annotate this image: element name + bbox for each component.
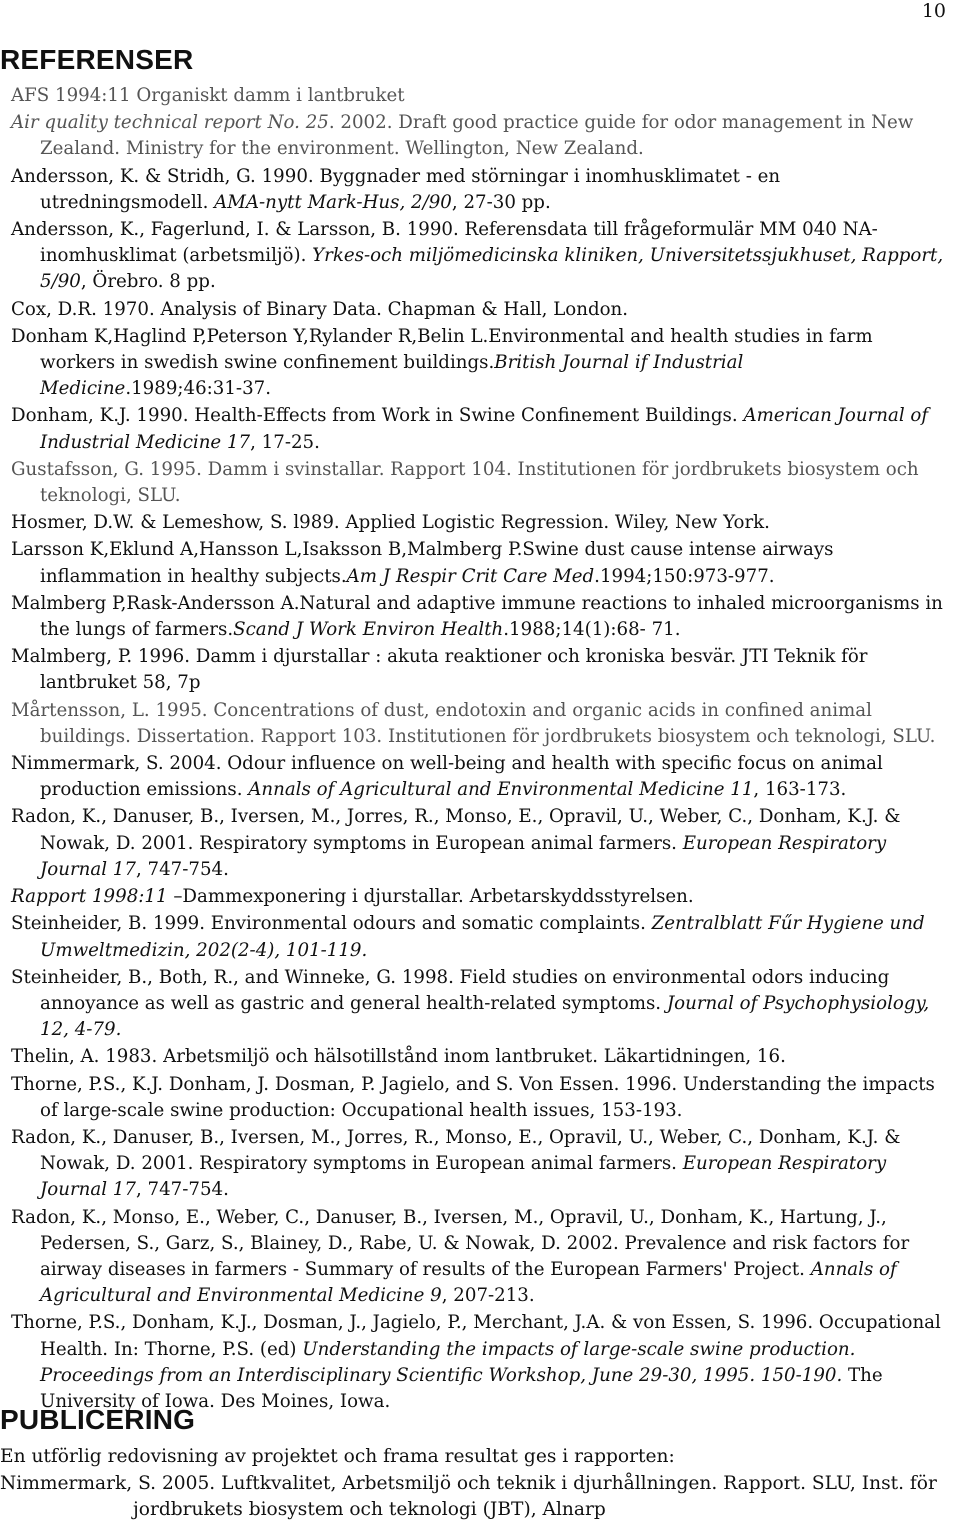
reference-text: –Dammexponering i djurstallar. Arbetarskyddsstyrelsen.: [167, 886, 694, 908]
reference-text: Donham K,Haglind P,Peterson Y,Rylander R,Belin L.Environmental and health studies in farm workers in swedish swine confinement buildings.: [11, 325, 873, 374]
reference-entry: [11, 510, 951, 536]
publicering-intro: En utförlig redovisning av projektet och frama resultat ges i rapporten:: [0, 1446, 675, 1467]
reference-italic-text: Rapport 1998:11: [11, 886, 168, 908]
reference-entry: [11, 110, 951, 162]
reference-italic-text: Understanding the impacts of large-scale swine production. Proceedings from an Interdisciplinary Scientific Workshop, June 29-30, 1995. 150-190.: [40, 1338, 856, 1386]
reference-italic-text: American Journal of Industrial Medicine 17: [40, 405, 929, 453]
reference-italic-text: Scand J Work Environ Health: [233, 619, 504, 641]
reference-entry: [11, 164, 951, 216]
reference-text: .1988;14(1):68- 71.: [503, 619, 681, 641]
reference-text: , 747-754.: [135, 858, 229, 880]
reference-text: Thorne, P.S., K.J. Donham, J. Dosman, P. Jagielo, and S. Von Essen. 1996. Understanding the impacts of large-scale swine production: Occupational health issues, 153-193.: [11, 1073, 935, 1121]
reference-italic-text: British Journal if Industrial Medicine: [40, 352, 744, 400]
reference-text: , Örebro. 8 pp.: [80, 271, 216, 293]
reference-text: Steinheider, B. 1999. Environmental odours and somatic complaints.: [11, 913, 652, 935]
reference-text: , 747-754.: [135, 1179, 229, 1201]
reference-text: Andersson, K., Fagerlund, I. & Larsson, B. 1990. Referensdata till frågeformulär MM 040 NA-inomhusklimat (arbetsmiljö).: [11, 219, 878, 267]
publicering-citation: Nimmermark, S. 2005. Luftkvalitet, Arbetsmiljö och teknik i djurhållningen. Rapport. SLU, Inst. för jordbrukets biosystem och teknologi (JBT), Alnarp: [0, 1472, 937, 1520]
reference-italic-text: Annals of Agricultural and Environmental Medicine 9: [40, 1258, 897, 1307]
reference-italic-text: AMA-nytt Mark-Hus, 2/90: [214, 191, 452, 213]
reference-text: AFS 1994:11 Organiskt damm i lantbruket: [11, 85, 405, 106]
reference-text: Gustafsson, G. 1995. Damm i svinstallar. Rapport 104. Institutionen för jordbrukets biosystem och teknologi, SLU.: [11, 458, 919, 507]
section-heading-publicering: PUBLICERING: [0, 1404, 196, 1435]
reference-text: Larsson K,Eklund A,Hansson L,Isaksson B,Malmberg P.Swine dust cause intense airways inflammation in healthy subjects.: [11, 539, 834, 587]
reference-text: Steinheider, B., Both, R., and Winneke, G. 1998. Field studies on environmental odors inducing annoyance as well as gastric and general health-related symptoms.: [11, 966, 890, 1014]
reference-text: .1989;46:31-37.: [125, 378, 272, 400]
reference-italic-text: Am J Respir Crit Care Med: [346, 565, 595, 587]
reference-text: Thelin, A. 1983. Arbetsmiljö och hälsotillstånd inom lantbruket. Läkartidningen, 16.: [11, 1046, 786, 1068]
reference-italic-text: European Respiratory Journal 17: [40, 1153, 887, 1201]
reference-entry: [11, 217, 951, 296]
reference-text: Radon, K., Danuser, B., Iversen, M., Jorres, R., Monso, E., Opravil, U., Weber, C., Donham, K.J. & Nowak, D. 2001. Respiratory symptoms in European animal farmers.: [11, 806, 901, 854]
reference-italic-text: Air quality technical report No. 25: [11, 112, 329, 134]
reference-text: Andersson, K. & Stridh, G. 1990. Byggnader med störningar i inomhusklimatet - en utredningsmodell.: [11, 165, 781, 213]
reference-text: . 2002. Draft good practice guide for odor management in New Zealand. Ministry for the environment. Wellington, New Zealand.: [40, 112, 914, 160]
page-number: 10: [921, 0, 946, 22]
reference-entry: [11, 297, 951, 323]
reference-text: Mårtensson, L. 1995. Concentrations of dust, endotoxin and organic acids in confined animal buildings. Dissertation. Rapport 103. Institutionen för jordbrukets biosystem och teknologi, SLU.: [11, 699, 936, 747]
section-heading-referenser: REFERENSER: [0, 44, 194, 75]
reference-entry: [11, 911, 951, 963]
reference-entry: [11, 698, 951, 750]
reference-entry: [11, 884, 951, 910]
reference-text: The University of Iowa. Des Moines, Iowa.: [40, 1364, 883, 1412]
reference-text: Radon, K., Monso, E., Weber, C., Danuser, B., Iversen, M., Opravil, U., Donham, K., Hartung, J., Pedersen, S., Garz, S., Blainey, D., Rabe, U. & Nowak, D. 2002. Prevalence and risk factors for airway diseases in farmers - Summary of results of the European Farmers' Project.: [11, 1206, 910, 1280]
reference-text: Cox, D.R. 1970. Analysis of Binary Data. Chapman & Hall, London.: [11, 298, 629, 320]
reference-list: [11, 83, 951, 1416]
reference-entry: [11, 804, 951, 883]
reference-text: Donham, K.J. 1990. Health-Effects from Work in Swine Confinement Buildings.: [11, 405, 744, 427]
reference-entry: [11, 537, 951, 589]
reference-italic-text: European Respiratory Journal 17: [40, 832, 887, 880]
reference-italic-text: Annals of Agricultural and Environmental Medicine 11: [248, 779, 754, 801]
reference-entry: [11, 1044, 951, 1070]
reference-entry: [11, 591, 951, 643]
reference-entry: [11, 1072, 951, 1124]
reference-italic-text: Yrkes-och miljömedicinska kliniken, Universitetssjukhuset, Rapport, 5/90: [40, 245, 944, 293]
reference-text: , 27-30 pp.: [451, 191, 551, 213]
reference-text: , 207-213.: [441, 1285, 535, 1307]
reference-text: Hosmer, D.W. & Lemeshow, S. l989. Applied Logistic Regression. Wiley, New York.: [11, 512, 770, 534]
reference-italic-text: Journal of Psychophysiology, 12, 4-79.: [40, 992, 930, 1041]
reference-entry: [11, 457, 951, 509]
reference-text: Nimmermark, S. 2004. Odour influence on well-being and health with specific focus on animal production emissions.: [11, 753, 883, 801]
reference-text: .1994;150:973-977.: [594, 565, 775, 587]
reference-text: , 163-173.: [753, 779, 847, 801]
reference-entry: [11, 1310, 951, 1415]
reference-text: Malmberg, P. 1996. Damm i djurstallar : akuta reaktioner och kroniska besvär. JTI Teknik för lantbruket 58, 7p: [11, 646, 868, 694]
reference-entry: [11, 83, 951, 109]
reference-text: Malmberg P,Rask-Andersson A.Natural and adaptive immune reactions to inhaled microorganisms in the lungs of farmers.: [11, 592, 943, 641]
reference-entry: [11, 324, 951, 403]
reference-entry: [11, 965, 951, 1044]
publicering-body: [0, 1444, 958, 1524]
reference-text: , 17-25.: [250, 431, 320, 453]
reference-entry: [11, 1125, 951, 1204]
reference-entry: [11, 751, 951, 803]
reference-entry: [11, 403, 951, 455]
reference-entry: [11, 1205, 951, 1310]
reference-entry: [11, 644, 951, 696]
reference-italic-text: Zentralblatt Fűr Hygiene und Umweltmedizin, 202(2-4), 101-119.: [40, 913, 925, 961]
reference-text: Thorne, P.S., Donham, K.J., Dosman, J., Jagielo, P., Merchant, J.A. & von Essen, S. 1996. Occupational Health. In: Thorne, P.S. (ed): [11, 1312, 941, 1360]
reference-text: Radon, K., Danuser, B., Iversen, M., Jorres, R., Monso, E., Opravil, U., Weber, C., Donham, K.J. & Nowak, D. 2001. Respiratory symptoms in European animal farmers.: [11, 1126, 901, 1175]
